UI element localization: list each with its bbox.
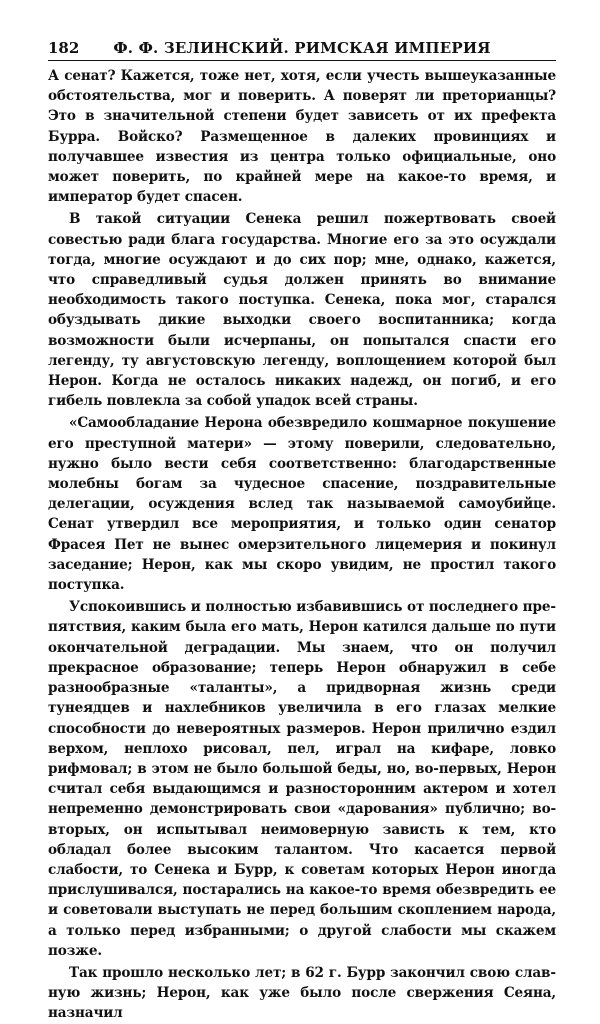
paragraph: А сенат? Кажется, тоже нет, хотя, если учесть вышеуказанные обстоятельства, мог и поверить. А поверят ли преторианцы? Это в значительной степени будет зависеть от их префекта Бурра. Войско? Размещенное в далеких провинциях и получавшее известия из центра только официальные, оно может поверить, по крайней мере на какое-то время, и император будет спасен. bbox=[48, 68, 556, 206]
running-header bbox=[48, 38, 556, 61]
page-number: 182 bbox=[48, 39, 80, 57]
paragraph: «Самообладание Нерона обезвредило кошмарное покушение его преступной матери» — этому поверили, следовательно, нужно было вести себя соответственно: благодарственные молебны богам за чудесное спасение, поздравительные делегации, осуждения вслед так называемой самоубийце. Сенат утвердил все мероприятия, и только один сенатор Фрасея Пет не вынес омерзительного лицемерия и покинул заседание; Нерон, как мы скоро увидим, не простил такого поступка. bbox=[48, 415, 556, 594]
paragraph: В такой ситуации Сенека решил пожертвовать своей совестью ради блага государства. Многие его за это осуждали тогда, многие осуждают и до сих пор; мне, однако, кажется, что справедливый судья должен принять во внимание необходимость такого поступка. Сенека, пока мог, старался обуздывать дикие выходки своего воспитанника; когда возможности были исчерпаны, он попытался спасти его легенду, ту августовскую легенду, воплощением которой был Нерон. Когда не осталось никаких надежд, он погиб, и его гибель повлекла за собой упадок всей страны. bbox=[48, 211, 556, 410]
book-page bbox=[48, 38, 556, 1024]
page-body bbox=[48, 66, 556, 1024]
paragraph: Так прошло несколько лет; в 62 г. Бурр закончил свою славную жизнь; Нерон, как уже было после свержения Сеяна, назначил bbox=[48, 964, 556, 1022]
running-title: Ф. Ф. ЗЕЛИНСКИЙ. РИМСКАЯ ИМПЕРИЯ bbox=[113, 39, 491, 57]
paragraph: Успокоившись и полностью избавившись от последнего препятствия, каким была его мать, Нерон катился дальше по пути окончательной деградации. Мы знаем, что он получил прекрасное образование; теперь Нерон обнаружил в себе разнообразные «таланты», а придворная жизнь среди тунеядцев и нахлебников увеличила в его глазах мелкие способности до невероятных размеров. Нерон прилично ездил верхом, неплохо рисовал, пел, играл на кифаре, ловко рифмовал; в этом не было большой беды, но, во-первых, Нерон считал себя выдающимся и разносторонним актером и хотел непременно демонстрировать свои «дарования» публично; во-вторых, он испытывал неимоверную зависть к тем, кто обладал более высоким талантом. Что касается первой слабости, то Сенека и Бурр, к советам которых Нерон иногда прислушивался, постарались на какое-то время обезвредить ее и советовали выступать не перед большим скоплением народа, а только перед избранными; о другой слабости мы скажем позже. bbox=[48, 599, 556, 959]
